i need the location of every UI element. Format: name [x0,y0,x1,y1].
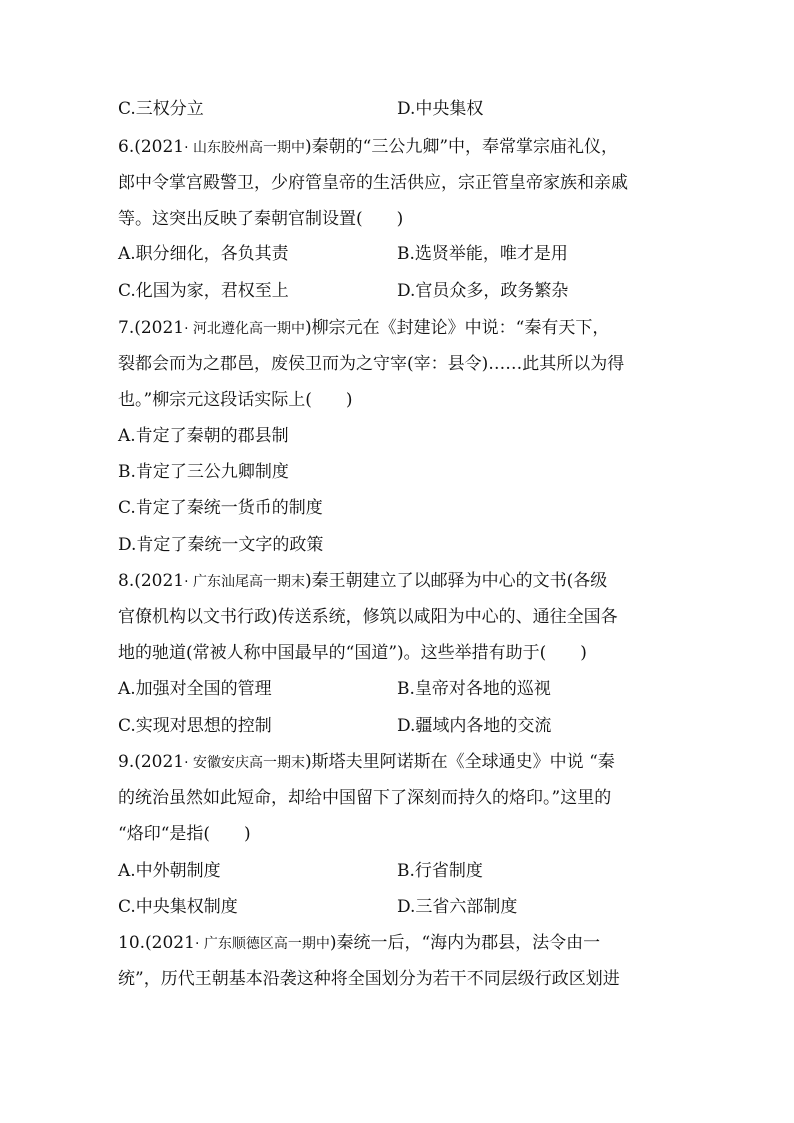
q7-number: 7.(2021 [118,318,185,338]
q8-option-b: B.皇帝对各地的巡视 [397,679,551,699]
q7-stem-line-1 [118,317,678,340]
q6-option-d: D.官员众多，政务繁杂 [397,281,569,301]
q9-number: 9.(2021 [118,752,185,772]
q9-option-d: D.三省六部制度 [397,897,518,917]
q6-stem-line-3: 等。这突出反映了秦朝官制设置( ) [118,209,404,229]
q9-stem-text-1: )斯塔夫里阿诺斯在《全球通史》中说 “秦 [305,752,615,772]
q7-option-c: C.肯定了秦统一货币的制度 [118,498,323,518]
q7-option-a: A.肯定了秦朝的郡县制 [118,426,289,446]
q10-stem-line-1 [118,932,678,955]
q10-stem-line-2: 统”，历代王朝基本沿袭这种将全国划分为若干不同层级行政区划进 [118,969,620,989]
q9-stem-line-2: 的统治虽然如此短命，却给中国留下了深刻而持久的烙印。”这里的 [118,788,612,808]
q6-source: · 山东胶州高一期中 [184,140,306,156]
q8-number: 8.(2021 [118,571,185,591]
q9-stem-line-3: “烙印“是指( ) [118,824,251,844]
q10-number: 10.(2021 [118,933,195,953]
q6-stem-text-1: )秦朝的“三公九卿”中，奉常掌宗庙礼仪， [305,137,619,157]
q7-option-d: D.肯定了秦统一文字的政策 [118,535,324,555]
q6-option-c: C.化国为家，君权至上 [118,281,289,301]
q9-stem-line-1 [118,751,678,774]
q7-stem-text-1: )柳宗元在《封建论》中说：“秦有天下， [305,318,610,338]
q8-stem-line-1 [118,570,678,593]
q6-stem-line-2: 郎中令掌宫殿警卫，少府管皇帝的生活供应，宗正管皇帝家族和亲戚 [118,173,628,193]
q8-option-c: C.实现对思想的控制 [118,716,272,736]
q7-option-b: B.肯定了三公九卿制度 [118,462,289,482]
q5-option-c: C.三权分立 [118,99,204,119]
q9-option-a: A.中外朝制度 [118,861,221,881]
q8-option-d: D.疆域内各地的交流 [397,716,552,736]
q8-stem-line-2: 官僚机构以文书行政)传送系统，修筑以咸阳为中心的、通往全国各 [118,607,618,627]
q9-source: · 安徽安庆高一期末 [184,755,306,771]
q8-source: · 广东汕尾高一期末 [184,574,306,590]
q9-option-b: B.行省制度 [397,861,483,881]
q6-option-b: B.选贤举能，唯才是用 [397,244,568,264]
q7-source: · 河北遵化高一期中 [184,321,306,337]
q10-stem-text-1: )秦统一后，“海内为郡县，法令由一 [329,933,601,953]
q6-option-a: A.职分细化，各负其责 [118,244,289,264]
q8-stem-text-1: )秦王朝建立了以邮驿为中心的文书(各级 [305,571,608,591]
q10-source: · 广东顺德区高一期中 [194,936,330,952]
q8-stem-line-3: 地的驰道(常被人称中国最早的“国道”)。这些举措有助于( ) [118,643,587,663]
q8-option-a: A.加强对全国的管理 [118,679,272,699]
q7-stem-line-3: 也。”柳宗元这段话实际上( ) [118,390,353,410]
q5-option-d: D.中央集权 [397,99,484,119]
q7-stem-line-2: 裂都会而为之郡邑，废侯卫而为之守宰(宰：县令)……此其所以为得 [118,354,625,374]
q9-option-c: C.中央集权制度 [118,897,238,917]
q6-number: 6.(2021 [118,137,185,157]
q6-stem-line-1 [118,136,678,159]
